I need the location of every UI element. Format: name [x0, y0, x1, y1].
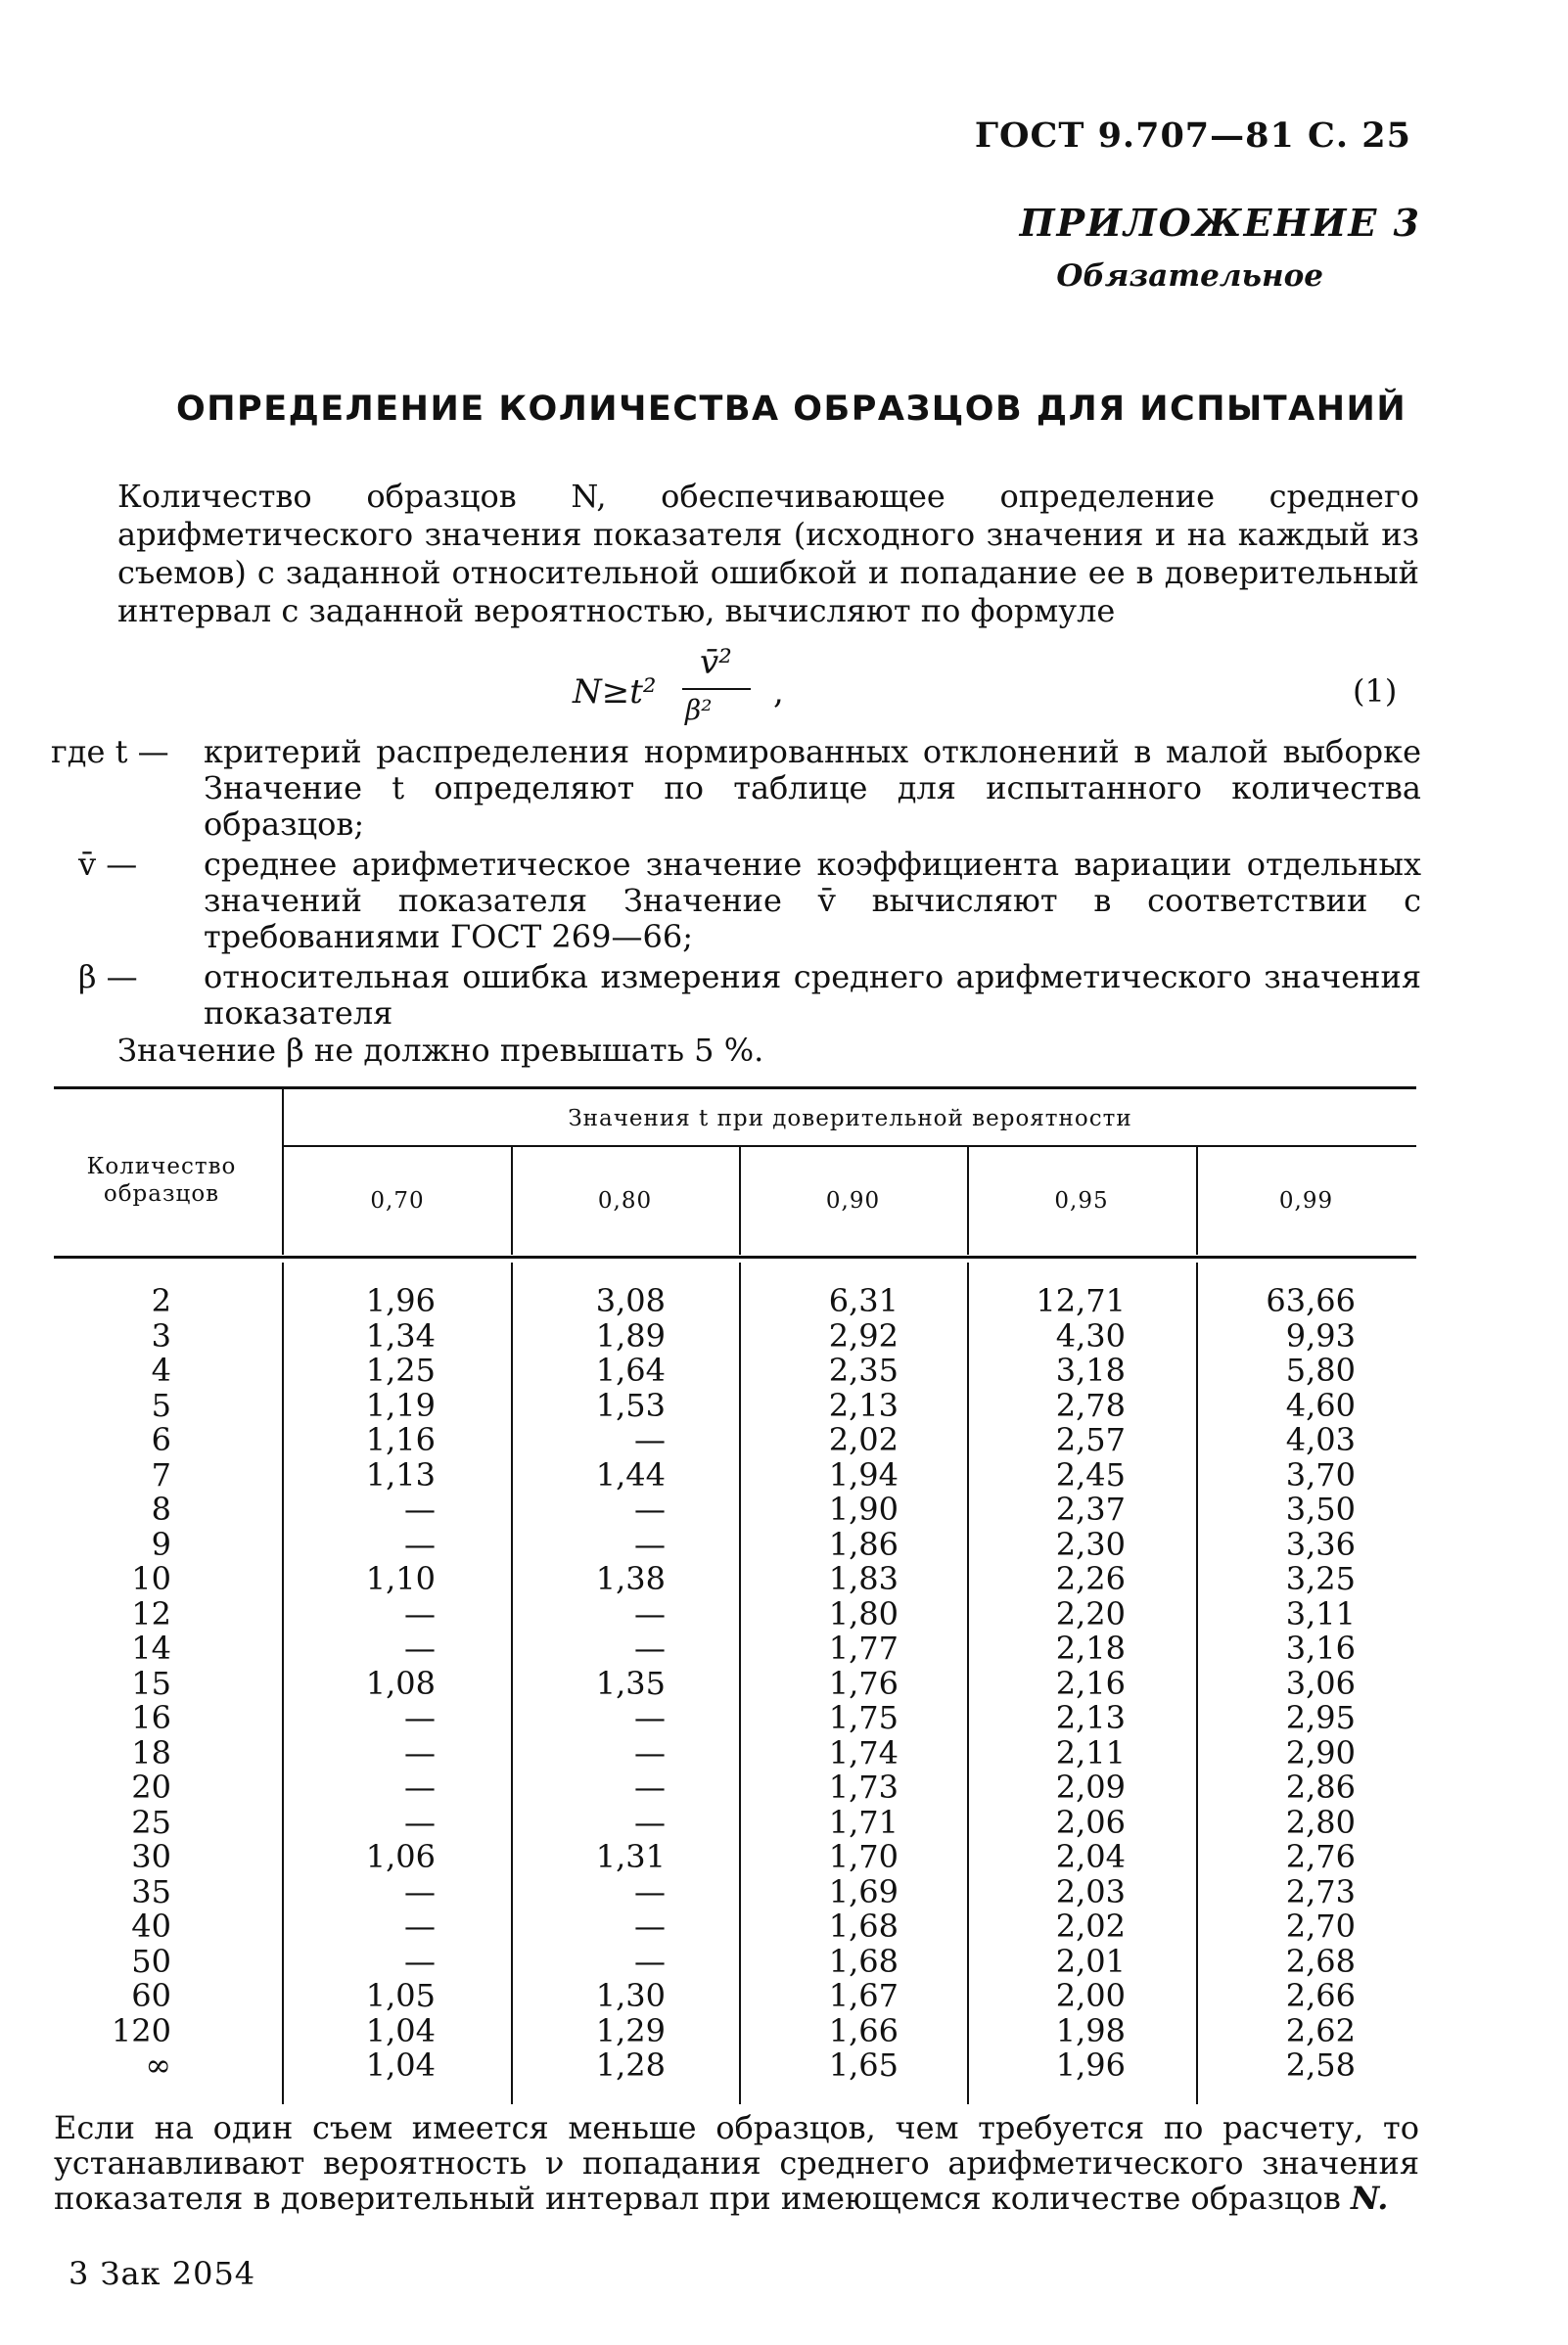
table-cell-count: 18: [131, 1733, 171, 1771]
table-cell-value: —: [634, 1525, 666, 1563]
table-cell-value: 2,35: [828, 1352, 899, 1389]
table-vline: [1196, 1263, 1198, 2104]
fraction-bar: [682, 688, 751, 690]
table-cell-value: 2,45: [1055, 1455, 1126, 1494]
table-cell-value: 1,71: [828, 1803, 899, 1841]
table-cell-value: 1,77: [828, 1630, 899, 1667]
table-cell-count: 10: [131, 1560, 171, 1597]
formula-numerator: v̄²: [700, 643, 732, 682]
table-cell-count: 120: [111, 2011, 171, 2049]
table-cell-value: 1,67: [828, 1977, 899, 2014]
table-cell-value: 1,70: [828, 1838, 899, 1875]
table-cell-value: 1,94: [828, 1455, 899, 1494]
table-cell-value: —: [404, 1803, 436, 1841]
table-cell-value: —: [634, 1942, 666, 1980]
table-subheader-rule: [284, 1145, 1416, 1147]
table-cell-count: 8: [151, 1491, 171, 1528]
table-cell-value: 2,11: [1055, 1733, 1126, 1771]
t-column-090: [754, 1284, 899, 2084]
table-cell-value: 3,18: [1055, 1352, 1126, 1389]
intro-paragraph: Количество образцов N, обеспечивающее определение среднего арифметического значения показателя (исходного значения и на каждый из съемов) с заданной относительной ошибкой и попадание ее в доверительный интервал с заданной вероятностью, вычисляют по формуле: [117, 478, 1419, 629]
definition-symbol: где t —: [51, 733, 169, 770]
table-cell-value: 1,96: [1055, 2046, 1126, 2084]
table-cell-value: —: [634, 1630, 666, 1667]
table-cell-value: —: [404, 1942, 436, 1980]
table-cell-value: 2,16: [1055, 1664, 1126, 1702]
table-cell-value: 1,68: [828, 1942, 899, 1980]
formula: [573, 641, 807, 739]
t-column-099: [1209, 1284, 1356, 2084]
probability-group-header: Значения t при доверительной вероятности: [568, 1106, 1132, 1131]
table-cell-value: 1,98: [1055, 2011, 1126, 2049]
count-column: [59, 1284, 171, 2084]
table-cell-value: 1,05: [365, 1977, 436, 2014]
table-cell-value: 1,76: [828, 1664, 899, 1702]
table-top-rule: [54, 1086, 1416, 1089]
table-cell-value: 2,03: [1055, 1872, 1126, 1910]
table-cell-value: 2,66: [1285, 1977, 1356, 2014]
table-cell-count: 3: [151, 1316, 171, 1355]
table-cell-value: 2,01: [1055, 1942, 1126, 1980]
table-cell-value: —: [634, 1803, 666, 1841]
definition-text: относительная ошибка измерения среднего арифметического значения показателя: [204, 958, 1421, 1032]
table-cell-count: 60: [131, 1977, 171, 2014]
definition-t: [51, 734, 1421, 843]
table-cell-value: 1,30: [595, 1977, 666, 2014]
table-cell-value: 1,68: [828, 1908, 899, 1945]
table-cell-value: 4,03: [1285, 1421, 1356, 1458]
table-cell-value: 63,66: [1266, 1282, 1356, 1319]
table-cell-value: —: [404, 1733, 436, 1771]
closing-paragraph: [54, 2110, 1419, 2216]
table-cell-value: 1,28: [595, 2046, 666, 2084]
table-cell-value: 2,00: [1055, 1977, 1126, 2014]
table-cell-count: 25: [131, 1803, 171, 1841]
prob-header-095: 0,95: [1054, 1188, 1109, 1214]
table-cell-value: —: [634, 1733, 666, 1771]
table-cell-value: 2,70: [1285, 1908, 1356, 1945]
table-cell-value: 3,50: [1285, 1491, 1356, 1528]
closing-text: Если на один съем имеется меньше образцов, чем требуется по расчету, то устанавливают вероятность ν попадания среднего арифметического значения показателя в доверительный интервал при имеющемся количестве образцов: [54, 2109, 1419, 2217]
table-cell-count: 20: [131, 1769, 171, 1806]
table-cell-value: 3,08: [595, 1282, 666, 1319]
table-cell-value: 1,74: [828, 1733, 899, 1771]
prob-header-070: 0,70: [370, 1188, 425, 1214]
prob-header-090: 0,90: [825, 1188, 881, 1214]
table-cell-value: 1,19: [365, 1386, 436, 1424]
table-cell-value: 1,96: [365, 1282, 436, 1319]
print-order-footer: 3 Зак 2054: [69, 2255, 256, 2292]
table-cell-value: 1,83: [828, 1560, 899, 1597]
closing-symbol: N.: [1351, 2180, 1389, 2217]
table-cell-value: 3,70: [1285, 1455, 1356, 1494]
formula-comma: ,: [773, 672, 784, 712]
table-cell-count: 50: [131, 1942, 171, 1980]
table-cell-value: 5,80: [1285, 1352, 1356, 1389]
table-cell-count: ∞: [145, 2046, 171, 2084]
table-cell-value: 2,13: [1055, 1699, 1126, 1736]
table-cell-value: 1,35: [595, 1664, 666, 1702]
beta-limit-note: Значение β не должно превышать 5 %.: [117, 1032, 764, 1069]
table-cell-count: 2: [151, 1282, 171, 1319]
t-column-080: [529, 1284, 666, 2084]
table-cell-value: 12,71: [1036, 1282, 1126, 1319]
definition-beta: [51, 959, 1421, 1032]
table-cell-value: —: [404, 1769, 436, 1806]
table-cell-count: 12: [131, 1594, 171, 1632]
definition-v: [51, 847, 1421, 955]
prob-header-080: 0,80: [597, 1188, 653, 1214]
table-cell-value: 1,73: [828, 1769, 899, 1806]
table-cell-value: —: [634, 1491, 666, 1528]
table-cell-value: 2,68: [1285, 1942, 1356, 1980]
table-cell-value: 1,64: [595, 1352, 666, 1389]
table-cell-value: 2,09: [1055, 1769, 1126, 1806]
table-vline: [511, 1263, 513, 2104]
standard-code-header: ГОСТ 9.707—81 С. 25: [974, 115, 1411, 156]
table-cell-value: 1,04: [365, 2046, 436, 2084]
table-cell-value: 2,02: [1055, 1908, 1126, 1945]
equation-number: (1): [1353, 672, 1398, 710]
table-cell-value: 3,06: [1285, 1664, 1356, 1702]
table-cell-count: 9: [151, 1525, 171, 1563]
page-title: ОПРЕДЕЛЕНИЕ КОЛИЧЕСТВА ОБРАЗЦОВ ДЛЯ ИСПЫТАНИЙ: [176, 390, 1407, 429]
table-cell-value: 1,53: [595, 1386, 666, 1424]
table-cell-count: 14: [131, 1630, 171, 1667]
table-cell-value: —: [404, 1491, 436, 1528]
table-vline: [967, 1263, 969, 2104]
formula-lhs: N≥t²: [573, 672, 657, 712]
table-cell-value: —: [404, 1872, 436, 1910]
table-cell-value: 2,20: [1055, 1594, 1126, 1632]
count-column-header: Количество образцов: [86, 1154, 237, 1207]
table-cell-value: 2,76: [1285, 1838, 1356, 1875]
table-cell-value: 2,18: [1055, 1630, 1126, 1667]
table-cell-value: 2,26: [1055, 1560, 1126, 1597]
table-cell-value: —: [634, 1699, 666, 1736]
table-vline: [282, 1263, 284, 2104]
table-cell-value: 2,95: [1285, 1699, 1356, 1736]
table-cell-value: 4,60: [1285, 1386, 1356, 1424]
prob-header-099: 0,99: [1278, 1188, 1334, 1214]
table-cell-value: —: [634, 1908, 666, 1945]
table-cell-value: 1,08: [365, 1664, 436, 1702]
table-cell-count: 7: [151, 1455, 171, 1494]
table-cell-value: —: [404, 1594, 436, 1632]
table-cell-value: 2,86: [1285, 1769, 1356, 1806]
appendix-label: ПРИЛОЖЕНИЕ 3: [1019, 201, 1421, 245]
table-cell-value: —: [634, 1421, 666, 1458]
table-vline: [739, 1263, 741, 2104]
definition-symbol: v̄ —: [78, 846, 138, 883]
table-cell-value: 2,13: [828, 1386, 899, 1424]
table-cell-value: 1,10: [365, 1560, 436, 1597]
table-cell-value: 9,93: [1285, 1316, 1356, 1355]
table-cell-value: 2,06: [1055, 1803, 1126, 1841]
table-cell-value: 2,73: [1285, 1872, 1356, 1910]
definition-text: среднее арифметическое значение коэффициента вариации отдельных значений показателя Значение v̄ вычисляют в соответствии с требованиями ГОСТ 269—66;: [204, 846, 1421, 955]
table-cell-value: 1,80: [828, 1594, 899, 1632]
table-header-rule: [54, 1256, 1416, 1259]
table-cell-value: 2,92: [828, 1316, 899, 1355]
table-cell-value: 3,11: [1285, 1594, 1356, 1632]
table-cell-value: 1,25: [365, 1352, 436, 1389]
table-cell-value: 2,58: [1285, 2046, 1356, 2084]
table-cell-value: 1,34: [365, 1316, 436, 1355]
table-cell-value: 2,04: [1055, 1838, 1126, 1875]
table-cell-value: 1,66: [828, 2011, 899, 2049]
formula-denominator: β²: [685, 694, 713, 726]
table-cell-value: 1,31: [595, 1838, 666, 1875]
table-cell-value: 4,30: [1055, 1316, 1126, 1355]
table-cell-value: 1,38: [595, 1560, 666, 1597]
table-cell-value: 1,75: [828, 1699, 899, 1736]
table-cell-count: 30: [131, 1838, 171, 1875]
table-cell-value: 2,02: [828, 1421, 899, 1458]
table-cell-value: 6,31: [828, 1282, 899, 1319]
table-cell-count: 40: [131, 1908, 171, 1945]
table-cell-value: 2,57: [1055, 1421, 1126, 1458]
table-cell-value: —: [404, 1908, 436, 1945]
table-cell-value: 3,25: [1285, 1560, 1356, 1597]
table-cell-value: 2,78: [1055, 1386, 1126, 1424]
t-column-095: [979, 1284, 1126, 2084]
definition-text: критерий распределения нормированных отклонений в малой выборке Значение t определяют по таблице для испытанного количества образцов;: [204, 733, 1421, 843]
table-cell-value: 1,04: [365, 2011, 436, 2049]
table-cell-value: 2,62: [1285, 2011, 1356, 2049]
table-cell-value: 1,90: [828, 1491, 899, 1528]
table-cell-value: 1,44: [595, 1455, 666, 1494]
table-cell-value: 2,80: [1285, 1803, 1356, 1841]
table-cell-value: —: [404, 1699, 436, 1736]
table-cell-count: 15: [131, 1664, 171, 1702]
definitions-list: [51, 734, 1421, 1035]
table-cell-value: 2,30: [1055, 1525, 1126, 1563]
table-cell-value: 1,06: [365, 1838, 436, 1875]
table-cell-value: 1,16: [365, 1421, 436, 1458]
table-cell-value: 1,65: [828, 2046, 899, 2084]
table-cell-value: 3,16: [1285, 1630, 1356, 1667]
table-cell-value: 2,37: [1055, 1491, 1126, 1528]
table-cell-value: 1,89: [595, 1316, 666, 1355]
table-cell-value: 2,90: [1285, 1733, 1356, 1771]
table-cell-value: —: [634, 1769, 666, 1806]
table-cell-value: 1,13: [365, 1455, 436, 1494]
table-cell-value: 3,36: [1285, 1525, 1356, 1563]
table-cell-value: —: [634, 1872, 666, 1910]
t-column-070: [294, 1284, 436, 2084]
table-cell-count: 5: [151, 1386, 171, 1424]
table-cell-value: —: [634, 1594, 666, 1632]
table-cell-value: —: [404, 1525, 436, 1563]
table-cell-count: 4: [151, 1352, 171, 1389]
table-cell-count: 35: [131, 1872, 171, 1910]
table-cell-count: 16: [131, 1699, 171, 1736]
table-cell-value: 1,69: [828, 1872, 899, 1910]
table-cell-value: —: [404, 1630, 436, 1667]
appendix-status: Обязательное: [1056, 258, 1323, 294]
table-cell-value: 1,29: [595, 2011, 666, 2049]
definition-symbol: β —: [78, 958, 138, 995]
table-cell-count: 6: [151, 1421, 171, 1458]
table-cell-value: 1,86: [828, 1525, 899, 1563]
